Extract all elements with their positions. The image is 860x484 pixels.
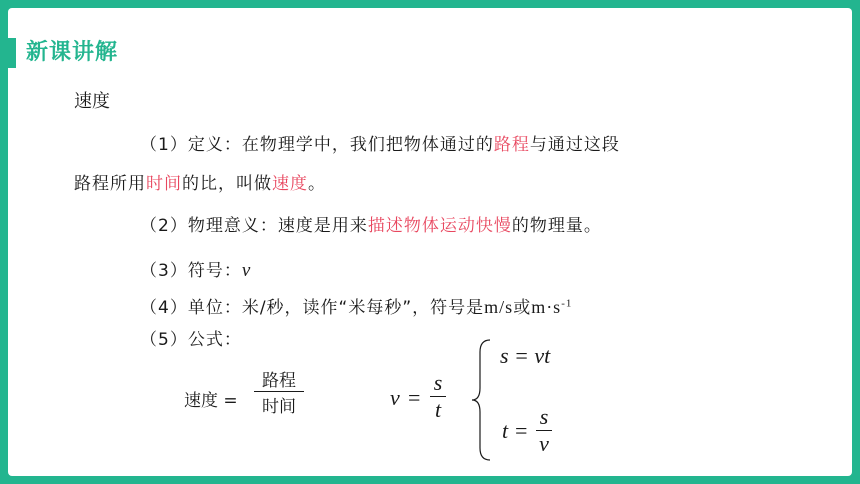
word-formula-lhs: 速度 = <box>184 391 238 411</box>
header-accent-bar <box>8 38 16 68</box>
highlight-speed: 速度 <box>272 174 308 194</box>
highlight-time: 时间 <box>146 174 182 194</box>
definition-end: 。 <box>308 174 326 194</box>
definition-text-2: 路程所用 <box>74 174 146 194</box>
brace-icon <box>470 338 494 462</box>
definition-line-2 <box>74 169 326 194</box>
math-denominator-v: v <box>539 431 549 456</box>
math-fraction-sv <box>536 404 552 457</box>
math-formula-svt: s = vt <box>500 343 551 368</box>
formula-label: （5）公式： <box>140 330 242 350</box>
unit-exponent: -1 <box>561 297 573 310</box>
math-numerator-s2: s <box>539 404 549 429</box>
highlight-meaning: 描述物体运动快慢 <box>367 216 512 236</box>
math-formula-t-lhs: t = <box>502 418 529 443</box>
section-title: 新课讲解 <box>26 40 119 65</box>
unit-ms2: m·s <box>531 297 562 317</box>
unit-text: （4）单位：米/秒，读作“米每秒”，符号是 <box>140 298 485 318</box>
math-equals: = <box>408 385 421 410</box>
word-denominator: 时间 <box>262 397 296 417</box>
symbol-text: （3）符号： <box>140 261 242 281</box>
highlight-distance: 路程 <box>493 135 530 155</box>
symbol-line <box>140 256 251 282</box>
word-numerator: 路程 <box>262 371 296 391</box>
definition-text-mid: 与通过这段 <box>529 135 620 155</box>
math-denominator-t: t <box>434 397 442 422</box>
meaning-line <box>140 211 602 236</box>
symbol-variable: v <box>241 260 252 281</box>
unit-ms: m/s <box>484 297 514 317</box>
meaning-text: （2）物理意义：速度是用来 <box>140 216 368 236</box>
word-fraction <box>254 366 304 417</box>
definition-text-2-mid: 的比，叫做 <box>182 174 272 194</box>
math-numerator-s: s <box>433 370 443 395</box>
topic-heading: 速度 <box>74 91 110 112</box>
unit-line <box>140 293 572 318</box>
unit-or: 或 <box>513 298 532 318</box>
definition-line-1 <box>140 130 620 155</box>
slide <box>8 8 852 476</box>
math-v: v <box>390 385 400 410</box>
definition-text: （1）定义：在物理学中，我们把物体通过的 <box>140 135 494 155</box>
math-fraction-st <box>430 370 446 423</box>
meaning-end: 的物理量。 <box>511 216 602 236</box>
